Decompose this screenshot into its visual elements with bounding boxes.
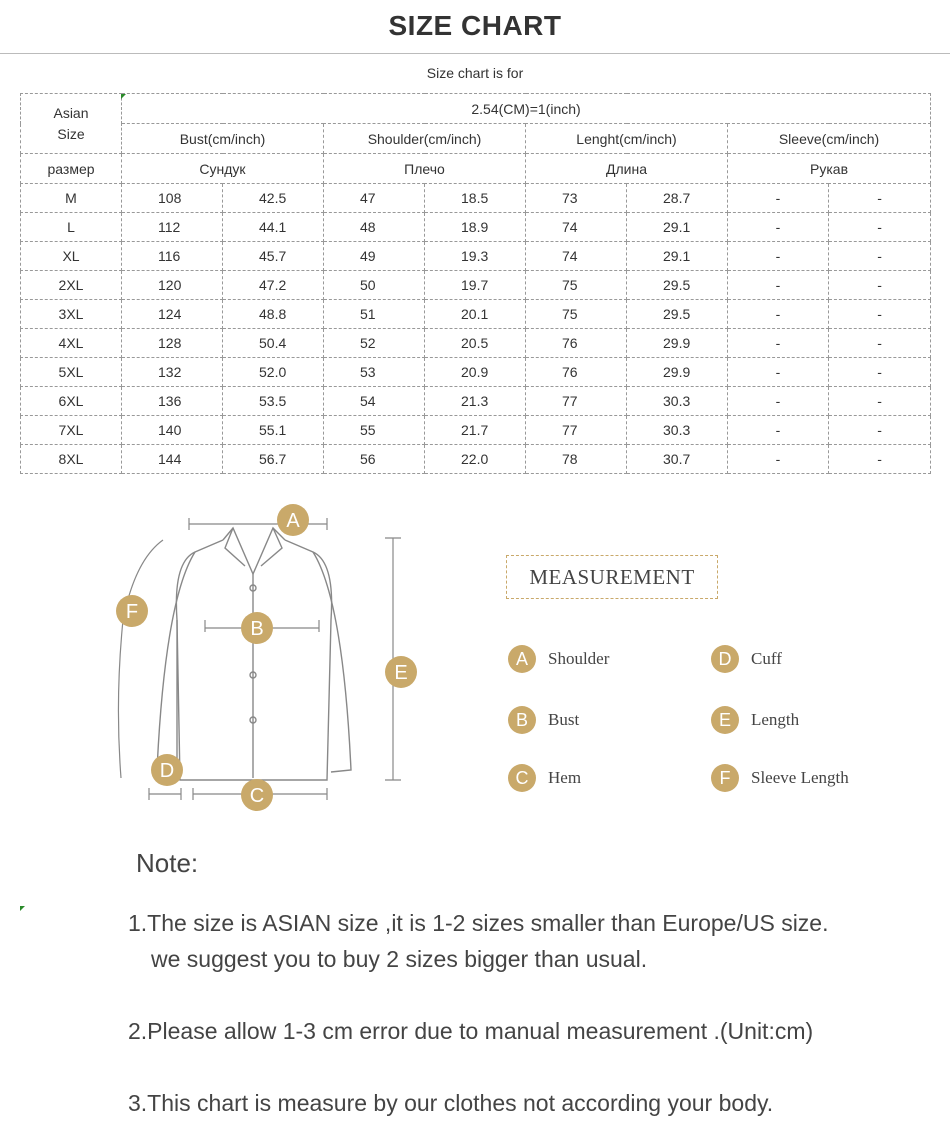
note-line-1b: we suggest you to buy 2 sizes bigger than usual. [151,946,648,972]
table-cell-sleeve-cm: - [728,358,829,387]
note-title: Note: [136,848,199,878]
table-cell-shoulder-cm: 54 [324,387,425,416]
column-header-length: Lenght(cm/inch) [526,124,728,154]
table-cell-sleeve-cm: - [728,416,829,445]
table-cell-length-in: 29.1 [627,213,728,242]
legend-item-cuff [711,644,782,674]
legend-label: Sleeve Length [751,768,849,787]
table-cell-bust-cm: 132 [122,358,223,387]
table-cell-shoulder-in: 21.3 [425,387,526,416]
page-title: SIZE CHART [388,10,562,41]
badge-d-icon: D [711,645,739,673]
table-cell-bust-in: 52.0 [223,358,324,387]
badge-b-icon: B [508,706,536,734]
svg-text:E: E [394,662,408,684]
table-cell-bust-cm: 124 [122,300,223,329]
table-cell-length-cm: 76 [526,358,627,387]
title-divider [0,53,950,54]
table-cell-sleeve-cm: - [728,300,829,329]
table-cell-length-in: 30.3 [627,387,728,416]
svg-text:D: D [159,760,175,782]
svg-text:B: B [250,618,264,640]
table-cell-length-in: 29.9 [627,329,728,358]
table-cell-size: L [21,213,122,242]
table-cell-sleeve-cm: - [728,445,829,474]
table-cell-length-cm: 73 [526,184,627,213]
table-cell-length-cm: 75 [526,300,627,329]
legend-label: Bust [548,710,580,729]
legend-item-hem [508,763,581,793]
table-cell-shoulder-cm: 56 [324,445,425,474]
conversion-label: 2.54(CM)=1(inch) [122,94,931,124]
table-cell-shoulder-cm: 51 [324,300,425,329]
table-cell-sleeve-in: - [829,387,931,416]
column-header-shoulder: Shoulder(cm/inch) [324,124,526,154]
table-cell-sleeve-cm: - [728,387,829,416]
ru-header-bust: Сундук [122,154,324,184]
table-row [21,184,931,213]
table-cell-bust-in: 47.2 [223,271,324,300]
table-cell-sleeve-in: - [829,358,931,387]
ru-header-sleeve: Рукав [728,154,931,184]
table-cell-sleeve-in: - [829,329,931,358]
table-cell-sleeve-in: - [829,242,931,271]
table-cell-shoulder-cm: 48 [324,213,425,242]
table-cell-sleeve-in: - [829,184,931,213]
table-cell-length-cm: 77 [526,416,627,445]
table-cell-sleeve-in: - [829,213,931,242]
table-row [21,358,931,387]
note-line-2: 2.Please allow 1-3 cm error due to manual measurement .(Unit:cm) [128,1018,814,1044]
table-cell-sleeve-in: - [829,300,931,329]
table-cell-bust-cm: 112 [122,213,223,242]
table-row [21,271,931,300]
table-cell-length-cm: 75 [526,271,627,300]
table-cell-shoulder-in: 20.5 [425,329,526,358]
diagram-marker-a [277,504,309,536]
ru-header-shoulder: Плечо [324,154,526,184]
table-cell-shoulder-cm: 53 [324,358,425,387]
table-cell-shoulder-cm: 50 [324,271,425,300]
badge-f-icon: F [711,764,739,792]
table-row [21,213,931,242]
table-cell-bust-cm: 120 [122,271,223,300]
table-cell-shoulder-in: 19.3 [425,242,526,271]
badge-a-icon: A [508,645,536,673]
table-cell-length-cm: 74 [526,242,627,271]
column-header-sleeve: Sleeve(cm/inch) [728,124,931,154]
svg-text:C: C [249,785,265,807]
table-cell-size: 3XL [21,300,122,329]
table-cell-bust-cm: 136 [122,387,223,416]
table-cell-length-cm: 74 [526,213,627,242]
table-cell-bust-in: 48.8 [223,300,324,329]
ru-size-label: размер [21,154,122,184]
table-cell-size: 8XL [21,445,122,474]
table-cell-bust-in: 45.7 [223,242,324,271]
legend-item-bust [508,705,579,735]
table-cell-length-in: 29.9 [627,358,728,387]
table-cell-bust-cm: 144 [122,445,223,474]
legend-item-length [711,705,799,735]
legend-label: Shoulder [548,649,610,668]
table-row [21,445,931,474]
legend-label: Hem [548,768,582,787]
table-cell-bust-cm: 116 [122,242,223,271]
badge-e-icon: E [711,706,739,734]
table-cell-shoulder-in: 20.9 [425,358,526,387]
table-cell-size: XL [21,242,122,271]
table-cell-size: 6XL [21,387,122,416]
page-subtitle: Size chart is for [426,65,524,81]
table-cell-bust-in: 50.4 [223,329,324,358]
legend-item-sleeve-length [711,763,849,793]
badge-c-icon: C [508,764,536,792]
table-cell-sleeve-cm: - [728,213,829,242]
table-row [21,387,931,416]
diagram-marker-d [151,754,183,786]
shirt-outline-icon [95,500,435,820]
table-cell-size: M [21,184,122,213]
table-cell-bust-in: 56.7 [223,445,324,474]
table-cell-sleeve-cm: - [728,242,829,271]
table-cell-length-in: 29.1 [627,242,728,271]
measurement-title: MEASUREMENT [506,555,718,599]
legend-item-shoulder [508,644,609,674]
table-cell-shoulder-cm: 55 [324,416,425,445]
table-cell-size: 4XL [21,329,122,358]
cell-corner-mark [121,94,126,99]
table-cell-shoulder-cm: 52 [324,329,425,358]
table-cell-length-in: 28.7 [627,184,728,213]
table-cell-bust-in: 55.1 [223,416,324,445]
diagram-marker-f [116,595,148,627]
table-cell-shoulder-in: 18.5 [425,184,526,213]
svg-text:F: F [125,601,139,623]
table-cell-length-cm: 77 [526,387,627,416]
table-cell-shoulder-in: 18.9 [425,213,526,242]
table-cell-sleeve-cm: - [728,329,829,358]
table-cell-length-in: 30.3 [627,416,728,445]
table-cell-bust-cm: 108 [122,184,223,213]
table-cell-shoulder-in: 19.7 [425,271,526,300]
note-line-1: 1.The size is ASIAN size ,it is 1-2 sizes smaller than Europe/US size. [128,910,829,936]
table-cell-sleeve-in: - [829,416,931,445]
table-cell-bust-in: 42.5 [223,184,324,213]
diagram-marker-e [385,656,417,688]
table-cell-sleeve-cm: - [728,184,829,213]
table-cell-length-in: 29.5 [627,271,728,300]
table-cell-sleeve-in: - [829,445,931,474]
table-cell-shoulder-cm: 47 [324,184,425,213]
note-line-3: 3.This chart is measure by our clothes not according your body. [128,1090,774,1116]
svg-text:A: A [286,510,300,532]
table-cell-length-in: 30.7 [627,445,728,474]
table-cell-shoulder-in: 20.1 [425,300,526,329]
asian-size-label: Asian Size [21,94,122,154]
legend-label: Cuff [751,649,782,668]
legend-label: Length [751,710,800,729]
table-cell-sleeve-cm: - [728,271,829,300]
table-row [21,242,931,271]
table-cell-sleeve-in: - [829,271,931,300]
diagram-marker-c [241,779,273,811]
table-row [21,329,931,358]
table-cell-size: 5XL [21,358,122,387]
table-cell-bust-cm: 140 [122,416,223,445]
table-cell-bust-in: 53.5 [223,387,324,416]
table-cell-length-cm: 76 [526,329,627,358]
table-cell-shoulder-in: 22.0 [425,445,526,474]
table-row [21,416,931,445]
table-cell-length-in: 29.5 [627,300,728,329]
size-chart-table [20,93,931,474]
table-cell-bust-cm: 128 [122,329,223,358]
table-cell-size: 2XL [21,271,122,300]
diagram-marker-b [241,612,273,644]
table-cell-shoulder-in: 21.7 [425,416,526,445]
column-header-bust: Bust(cm/inch) [122,124,324,154]
table-cell-size: 7XL [21,416,122,445]
table-cell-length-cm: 78 [526,445,627,474]
note-corner-mark [20,906,25,911]
table-row [21,300,931,329]
table-cell-bust-in: 44.1 [223,213,324,242]
ru-header-length: Длина [526,154,728,184]
table-cell-shoulder-cm: 49 [324,242,425,271]
